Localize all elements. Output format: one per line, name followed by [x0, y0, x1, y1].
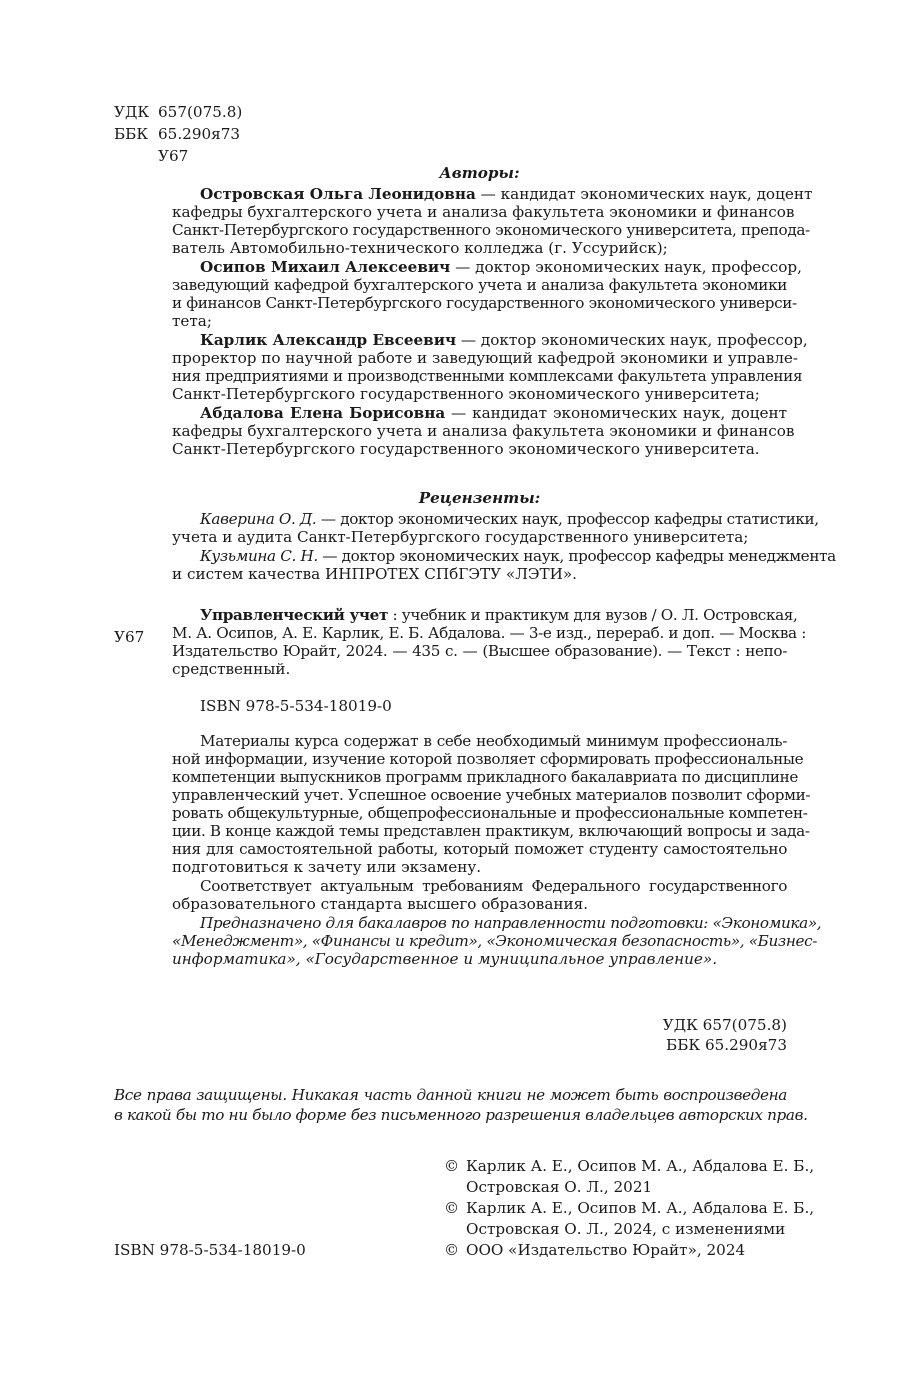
copyright-symbol: © [444, 1241, 460, 1259]
reviewer-name: Кузьмина С. Н. [200, 547, 318, 565]
copyright-entry: © Карлик А. Е., Осипов М. А., Абдалова Е. Б., Островская О. Л., 2021 [444, 1157, 815, 1196]
udk-value: 657(075.8) [158, 103, 243, 121]
author-entry: Островская Ольга Леонидовна — кандидат экономических наук, доцент кафедры бухгалтерского учета и анализа факультета экономики и финансов Санкт-Петербургского государственного экономического университета, препода- ватель Автомобильно-технического колледжа (г. Уссурийск); [172, 185, 813, 257]
margin-author-mark: У67 [114, 628, 145, 646]
abstract [172, 732, 822, 968]
copyright-symbol: © [444, 1157, 460, 1175]
reviewers-heading: Рецензенты: [418, 489, 541, 507]
authors-heading: Авторы: [439, 164, 520, 182]
bbk-label: ББК [114, 125, 149, 143]
rights-notice: Все права защищены. Никакая часть данной книги не может быть воспроизведена в какой бы то ни было форме без письменного разрешения владельцев авторских прав. [114, 1086, 808, 1124]
classification-block [114, 101, 242, 167]
author-name: Абдалова Елена Борисовна [200, 404, 446, 422]
udk-line [114, 101, 242, 123]
author-name: Островская Ольга Леонидовна [200, 185, 476, 203]
author-name: Осипов Михаил Алексеевич [200, 258, 451, 276]
abstract-paragraph-audience: Предназначено для бакалавров по направленности подготовки: «Экономика», «Менеджмент», «Финансы и кредит», «Экономическая безопасность», «Бизнес- информатика», «Государственное и муниципальное управление». [172, 914, 822, 968]
author-entry: Абдалова Елена Борисовна — кандидат экономических наук, доцент кафедры бухгалтерского учета и анализа факультета экономики и финансов Санкт-Петербургского государственного экономического университета. [172, 404, 795, 458]
reviewer-entry: Кузьмина С. Н. — доктор экономических наук, профессор кафедры менеджмента и систем качества ИНПРОТЕХ СПбГЭТУ «ЛЭТИ». [172, 547, 836, 583]
udk-label: УДК [114, 103, 150, 121]
abstract-paragraph: Соответствует актуальным требованиям Федерального государственного образовательного стандарта высшего образования. [172, 877, 787, 913]
book-title: Управленческий учет [200, 606, 389, 624]
udk-bottom: УДК 657(075.8) [662, 1016, 787, 1034]
bbk-bottom: ББК 65.290я73 [666, 1036, 787, 1054]
author-entry: Карлик Александр Евсеевич — доктор экономических наук, профессор, проректор по научной работе и заведующий кафедрой экономики и управле- ния предприятиями и производственными комплексами факультета управления Санкт-Петербургского государственного экономического университета; [172, 331, 808, 403]
bbk-line [114, 123, 242, 145]
bibliographic-record: Управленческий учет : учебник и практикум для вузов / О. Л. Островская, М. А. Осипов, А. Е. Карлик, Е. Б. Абдалова. — 3-е изд., перераб. и доп. — Москва : Издательство Юрайт, 2024. — 435 с. — (Высшее образование). — Текст : непо- средственный. [172, 606, 806, 678]
authors-list [172, 185, 813, 458]
author-entry: Осипов Михаил Алексеевич — доктор экономических наук, профессор, заведующий кафедрой бухгалтерского учета и анализа факультета экономики и финансов Санкт-Петербургского государственного экономического универси- тета; [172, 258, 802, 330]
author-name: Карлик Александр Евсеевич [200, 331, 457, 349]
author-mark: У67 [158, 147, 189, 165]
reviewer-name: Каверина О. Д. [200, 510, 317, 528]
copyright-symbol: © [444, 1199, 460, 1217]
bbk-value: 65.290я73 [158, 125, 241, 143]
reviewer-entry: Каверина О. Д. — доктор экономических наук, профессор кафедры статистики, учета и аудита Санкт-Петербургского государственного университета; [172, 510, 819, 546]
copyright-block [444, 1156, 814, 1261]
reviewers-list [172, 510, 836, 583]
copyright-entry: © ООО «Издательство Юрайт», 2024 [444, 1241, 746, 1259]
isbn-record: ISBN 978-5-534-18019-0 [200, 697, 392, 715]
classification-bottom [560, 1015, 787, 1055]
copyright-entry: © Карлик А. Е., Осипов М. А., Абдалова Е. Б., Островская О. Л., 2024, с изменениями [444, 1199, 815, 1238]
footer-isbn: ISBN 978-5-534-18019-0 [114, 1241, 306, 1259]
abstract-paragraph: Материалы курса содержат в себе необходимый минимум профессиональ- ной информации, изучение которой позволяет сформировать профессиональные компетенции выпускников программ прикладного бакалавриата по дисциплине управленческий учет. Успешное освоение учебных материалов позволит сформи- ровать общекультурные, общепрофессиональные и профессиональные компетен- ции. В конце каждой темы представлен практикум, включающий вопросы и зада- ния для самостоятельной работы, который поможет студенту самостоятельно подготовиться к зачету или экзамену. [172, 732, 811, 876]
